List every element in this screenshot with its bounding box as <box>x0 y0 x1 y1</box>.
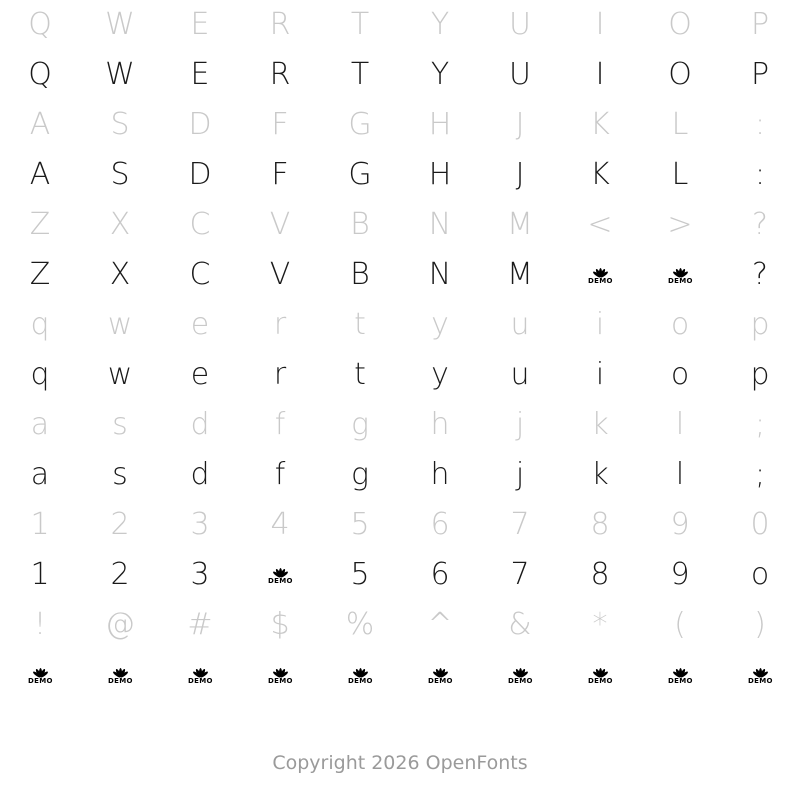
glyph-cell: s <box>112 407 128 442</box>
glyph-cell: 6 <box>430 507 450 542</box>
glyph-cell: ^ <box>427 607 453 642</box>
glyph-cell: d <box>190 457 210 492</box>
glyph-cell: : <box>754 157 766 192</box>
glyph-cell: M <box>507 207 533 242</box>
glyph-row <box>0 200 800 250</box>
glyph-row <box>0 300 800 350</box>
glyph-cell: Q <box>28 7 52 42</box>
glyph-row <box>0 100 800 150</box>
glyph-cell: 2 <box>110 557 130 592</box>
glyph-cell: p <box>750 357 770 392</box>
glyph-cell: q <box>30 357 50 392</box>
glyph-cell: p <box>750 307 770 342</box>
glyph-cell: g <box>350 407 369 442</box>
glyph-cell: Z <box>29 257 51 292</box>
glyph-cell: ? <box>752 207 768 242</box>
glyph-cell: 3 <box>190 507 210 542</box>
glyph-cell: X <box>109 207 131 242</box>
demo-watermark-icon: DEMO <box>428 660 452 690</box>
glyph-cell: H <box>428 107 452 142</box>
glyph-cell: a <box>30 457 50 492</box>
glyph-cell: L <box>671 157 689 192</box>
glyph-cell: U <box>509 7 531 42</box>
glyph-row <box>0 150 800 200</box>
glyph-cell: * <box>592 607 608 642</box>
glyph-cell: o <box>670 357 690 392</box>
demo-watermark-icon: DEMO <box>268 660 292 690</box>
glyph-cell: w <box>107 307 133 342</box>
glyph-cell: K <box>590 157 610 192</box>
glyph-cell: A <box>29 107 51 142</box>
glyph-cell: 0 <box>750 507 770 542</box>
glyph-cell: H <box>428 157 452 192</box>
glyph-cell: o <box>670 307 690 342</box>
glyph-cell: ( <box>674 607 686 642</box>
glyph-cell: S <box>110 157 130 192</box>
glyph-cell: ) <box>754 607 766 642</box>
glyph-cell: j <box>515 457 525 492</box>
glyph-cell: : <box>754 107 766 142</box>
glyph-row <box>0 650 800 700</box>
glyph-row <box>0 350 800 400</box>
glyph-cell: i <box>595 357 605 392</box>
glyph-cell: R <box>269 57 291 92</box>
glyph-cell: r <box>273 357 287 392</box>
glyph-cell: 5 <box>350 557 370 592</box>
demo-watermark-icon: DEMO <box>268 560 292 590</box>
glyph-cell: u <box>510 357 530 392</box>
glyph-cell: y <box>431 357 449 392</box>
glyph-cell: w <box>107 357 133 392</box>
glyph-cell: @ <box>105 607 135 642</box>
glyph-cell: V <box>269 257 291 292</box>
demo-watermark-icon: DEMO <box>668 660 692 690</box>
glyph-cell: i <box>595 307 605 342</box>
copyright-footer: Copyright 2026 OpenFonts <box>272 752 528 774</box>
glyph-row <box>0 0 800 50</box>
glyph-cell: 6 <box>430 557 450 592</box>
glyph-cell: O <box>668 57 692 92</box>
glyph-cell: e <box>190 307 210 342</box>
glyph-cell: 5 <box>350 507 370 542</box>
glyph-cell: g <box>350 457 369 492</box>
demo-watermark-icon: DEMO <box>108 660 132 690</box>
glyph-cell: G <box>348 157 372 192</box>
glyph-cell: Y <box>430 7 450 42</box>
demo-watermark-icon: DEMO <box>748 660 772 690</box>
glyph-cell: X <box>109 257 131 292</box>
glyph-cell: ! <box>33 607 47 642</box>
glyph-cell: ; <box>754 457 766 492</box>
glyph-cell: 8 <box>590 507 610 542</box>
glyph-cell: M <box>507 257 533 292</box>
glyph-cell: t <box>354 357 366 392</box>
glyph-cell: 7 <box>510 507 530 542</box>
glyph-cell: G <box>348 107 372 142</box>
demo-watermark-icon: DEMO <box>508 660 532 690</box>
glyph-cell: J <box>515 157 525 192</box>
glyph-row <box>0 550 800 600</box>
glyph-cell: T <box>350 57 370 92</box>
glyph-cell: u <box>510 307 530 342</box>
glyph-cell: 4 <box>270 507 290 542</box>
demo-watermark-icon: DEMO <box>588 660 612 690</box>
glyph-cell: 3 <box>190 557 210 592</box>
glyph-cell: ; <box>754 407 766 442</box>
glyph-cell: T <box>350 7 370 42</box>
glyph-cell: P <box>750 7 770 42</box>
glyph-cell: E <box>190 7 210 42</box>
glyph-cell: # <box>187 607 213 642</box>
glyph-cell: L <box>671 107 689 142</box>
glyph-cell: I <box>595 7 605 42</box>
glyph-cell: N <box>428 207 452 242</box>
glyph-cell: 8 <box>590 557 610 592</box>
glyph-cell: J <box>515 107 525 142</box>
glyph-cell: d <box>190 407 210 442</box>
glyph-cell: B <box>350 257 370 292</box>
glyph-cell: V <box>269 207 291 242</box>
glyph-cell: 7 <box>510 557 530 592</box>
glyph-cell: h <box>430 407 450 442</box>
glyph-cell: K <box>590 107 610 142</box>
glyph-cell: 9 <box>670 507 690 542</box>
glyph-cell: N <box>428 257 452 292</box>
glyph-cell: B <box>350 207 370 242</box>
glyph-cell: P <box>750 57 770 92</box>
glyph-cell: U <box>509 57 531 92</box>
glyph-cell: Q <box>28 57 52 92</box>
glyph-cell: A <box>29 157 51 192</box>
glyph-row <box>0 600 800 650</box>
glyph-row <box>0 250 800 300</box>
glyph-cell: e <box>190 357 210 392</box>
glyph-cell: O <box>668 7 692 42</box>
glyph-cell: < <box>587 207 613 242</box>
glyph-cell: W <box>105 7 135 42</box>
glyph-cell: > <box>667 207 693 242</box>
glyph-cell: C <box>189 207 211 242</box>
glyph-cell: E <box>190 57 210 92</box>
glyph-cell: 9 <box>670 557 690 592</box>
glyph-cell: 2 <box>110 507 130 542</box>
glyph-row <box>0 400 800 450</box>
glyph-cell: k <box>591 407 609 442</box>
glyph-cell: l <box>675 407 685 442</box>
glyph-cell: ? <box>752 257 768 292</box>
glyph-row <box>0 500 800 550</box>
glyph-cell: o <box>750 557 770 592</box>
glyph-cell: f <box>274 457 286 492</box>
glyph-cell: S <box>110 107 130 142</box>
glyph-cell: I <box>595 57 605 92</box>
glyph-cell: r <box>273 307 287 342</box>
glyph-cell: & <box>508 607 532 642</box>
glyph-cell: y <box>431 307 449 342</box>
glyph-cell: W <box>105 57 135 92</box>
glyph-cell: f <box>274 407 286 442</box>
glyph-cell: q <box>30 307 50 342</box>
glyph-cell: F <box>271 157 289 192</box>
demo-watermark-icon: DEMO <box>588 260 612 290</box>
glyph-cell: C <box>189 257 211 292</box>
glyph-cell: Y <box>430 57 450 92</box>
demo-watermark-icon: DEMO <box>188 660 212 690</box>
glyph-cell: s <box>112 457 128 492</box>
glyph-cell: t <box>354 307 366 342</box>
demo-watermark-icon: DEMO <box>668 260 692 290</box>
demo-watermark-icon: DEMO <box>348 660 372 690</box>
glyph-cell: k <box>591 457 609 492</box>
glyph-cell: 1 <box>30 557 50 592</box>
glyph-cell: 1 <box>30 507 50 542</box>
glyph-cell: j <box>515 407 525 442</box>
glyph-cell: D <box>188 107 212 142</box>
glyph-cell: F <box>271 107 289 142</box>
glyph-cell: Z <box>29 207 51 242</box>
glyph-cell: $ <box>270 607 290 642</box>
glyph-row <box>0 450 800 500</box>
glyph-cell: % <box>345 607 375 642</box>
glyph-cell: R <box>269 7 291 42</box>
glyph-cell: l <box>675 457 685 492</box>
demo-watermark-icon: DEMO <box>28 660 52 690</box>
glyph-row <box>0 50 800 100</box>
glyph-cell: a <box>30 407 50 442</box>
glyph-cell: D <box>188 157 212 192</box>
glyph-cell: h <box>430 457 450 492</box>
